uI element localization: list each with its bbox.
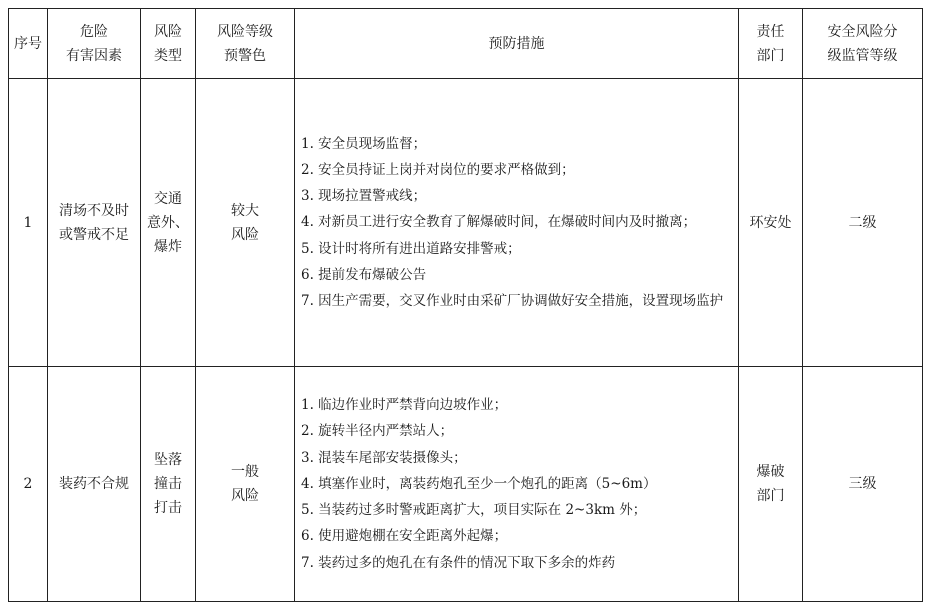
- row-level: 一般 风险: [196, 367, 295, 602]
- row-supervision: 二级: [803, 79, 923, 367]
- header-hazard: 危险 有害因素: [48, 9, 141, 79]
- measure-item: 2. 旋转半径内严禁站人；: [301, 423, 454, 440]
- table-row: [9, 79, 923, 367]
- row-level: 较大 风险: [196, 79, 295, 367]
- row-no: 2: [9, 367, 48, 602]
- row-measures: [295, 367, 739, 602]
- risk-table: [8, 8, 923, 602]
- table-row: [9, 367, 923, 602]
- measure-item: 4. 填塞作业时，离装药炮孔至少一个炮孔的距离（5~6m）: [301, 475, 657, 492]
- row-type: 交通 意外、 爆炸: [141, 79, 196, 367]
- measure-item: 7. 装药过多的炮孔在有条件的情况下取下多余的炸药: [301, 554, 616, 571]
- measure-item: 6. 使用避炮棚在安全距离外起爆；: [301, 528, 508, 545]
- measure-item: 1. 安全员现场监督；: [301, 135, 427, 152]
- header-dept: 责任 部门: [739, 9, 803, 79]
- measure-item: 4. 对新员工进行安全教育了解爆破时间，在爆破时间内及时撤离；: [301, 214, 697, 231]
- row-type: 坠落 撞击 打击: [141, 367, 196, 602]
- row-dept: 环安处: [739, 79, 803, 367]
- header-supervision: 安全风险分 级监管等级: [803, 9, 923, 79]
- row-supervision: 三级: [803, 367, 923, 602]
- header-level: 风险等级 预警色: [196, 9, 295, 79]
- row-hazard: 装药不合规: [48, 367, 141, 602]
- measure-item: 3. 现场拉置警戒线；: [301, 188, 427, 205]
- row-measures: [295, 79, 739, 367]
- row-hazard: 清场不及时 或警戒不足: [48, 79, 141, 367]
- measure-item: 5. 设计时将所有进出道路安排警戒；: [301, 240, 521, 257]
- measure-item: 7. 因生产需要，交叉作业时由采矿厂协调做好安全措施，设置现场监护: [301, 293, 724, 309]
- measure-item: 6. 提前发布爆破公告: [301, 266, 427, 283]
- measure-item: 1. 临边作业时严禁背向边坡作业；: [301, 397, 508, 414]
- row-no: 1: [9, 79, 48, 367]
- measure-item: 2. 安全员持证上岗并对岗位的要求严格做到；: [301, 161, 575, 178]
- header-no: 序号: [9, 9, 48, 79]
- measure-item: 3. 混装车尾部安装摄像头；: [301, 449, 467, 466]
- header-type: 风险 类型: [141, 9, 196, 79]
- header-measures: 预防措施: [295, 9, 739, 79]
- header-row: [9, 9, 923, 79]
- measure-item: 5. 当装药过多时警戒距离扩大，项目实际在 2~3km 外；: [301, 502, 647, 519]
- row-dept: 爆破 部门: [739, 367, 803, 602]
